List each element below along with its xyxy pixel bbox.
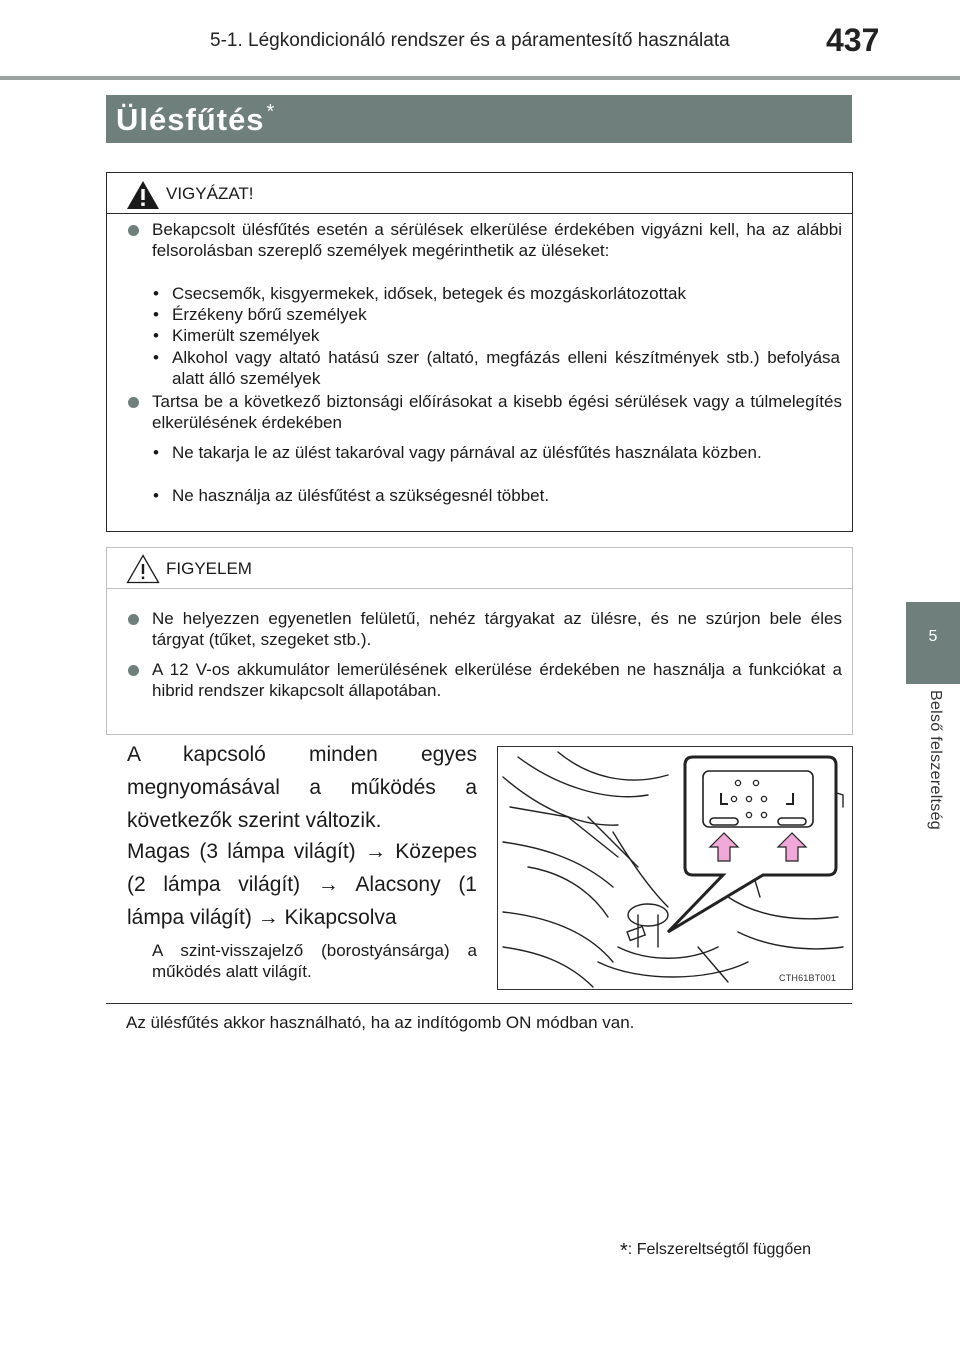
warning-subitem: Csecsemők, kisgyermekek, idősek, betegek és mozgáskorlátozottak xyxy=(172,284,687,303)
bullet-marker: • xyxy=(153,443,159,462)
warning-subitem: Alkohol vagy altató hatású szer (altató, megfázás elleni készítmények stb.) befolyása alatt álló személyek xyxy=(172,348,840,388)
figure-code: CTH61BT001 xyxy=(779,973,837,983)
bullet-dot-icon xyxy=(128,614,139,625)
warning-label: VIGYÁZAT! xyxy=(166,184,254,203)
warning-item-1: Bekapcsolt ülésfűtés esetén a sérülések elkerülése érdekében vigyázni kell, ha az alábbi felsorolásban szereplő személyek megérinthetik az üléseket: xyxy=(152,220,842,260)
seat-heater-illustration xyxy=(497,746,853,990)
running-header: 5-1. Légkondicionáló rendszer és a páramentesítő használata xyxy=(210,30,730,51)
section-title xyxy=(116,101,275,138)
bullet-marker: • xyxy=(153,486,159,505)
warning-subitem: Ne takarja le az ülést takaróval vagy párnával az ülésfűtés használata közben. xyxy=(172,443,762,462)
bullet-marker: • xyxy=(153,284,159,303)
usage-note: Az ülésfűtés akkor használható, ha az indítógomb ON módban van. xyxy=(126,1013,635,1032)
caution-label: FIGYELEM xyxy=(166,559,252,578)
optional-mark: * xyxy=(266,101,276,123)
warning-item-2: Tartsa be a következő biztonsági előírásokat a kisebb égési sérülések vagy a túlmelegítés elkerülésének érdekében xyxy=(152,392,842,432)
section-end-rule xyxy=(106,1003,852,1004)
caution-triangle-icon xyxy=(126,554,160,584)
footnote-mark: * xyxy=(620,1240,628,1262)
body-paragraph-1: A kapcsoló minden egyes megnyomásával a működés a következők szerint változik. xyxy=(127,743,477,832)
bullet-dot-icon xyxy=(128,397,139,408)
page-number: 437 xyxy=(826,22,880,58)
header-rule xyxy=(0,76,960,80)
warning-subitem: Kimerült személyek xyxy=(172,326,320,345)
caution-item-1: Ne helyezzen egyenetlen felületű, nehéz tárgyakat az ülésre, és ne szúrjon bele éles tárgyat (tűket, szegeket stb.). xyxy=(152,609,842,649)
chapter-number: 5 xyxy=(928,628,938,645)
footnote xyxy=(620,1240,811,1263)
console-drawing xyxy=(498,747,852,989)
bullet-dot-icon xyxy=(128,225,139,236)
bullet-marker: • xyxy=(153,326,159,345)
bullet-marker: • xyxy=(153,348,159,367)
bullet-dot-icon xyxy=(128,665,139,676)
warning-triangle-icon xyxy=(126,180,160,210)
chapter-label: Belső felszereltség xyxy=(927,690,944,830)
bullet-marker: • xyxy=(153,305,159,324)
section-title-text: Ülésfűtés xyxy=(116,102,265,137)
warning-subitem: Ne használja az ülésfűtést a szükségesnél többet. xyxy=(172,486,550,505)
footnote-text: : Felszereltségtől függően xyxy=(627,1241,812,1258)
warning-subitem: Érzékeny bőrű személyek xyxy=(172,305,367,324)
body-paragraph-2: Magas (3 lámpa világít) → Közepes (2 lámpa világít) → Alacsony (1 lámpa világít) → Kikapcsolva xyxy=(127,840,477,929)
caution-item-2: A 12 V-os akkumulátor lemerülésének elkerülése érdekében ne használja a funkciókat a hibrid rendszer kikapcsolt állapotában. xyxy=(152,660,842,700)
body-paragraph-3: A szint-visszajelző (borostyánsárga) a működés alatt világít. xyxy=(152,941,477,981)
